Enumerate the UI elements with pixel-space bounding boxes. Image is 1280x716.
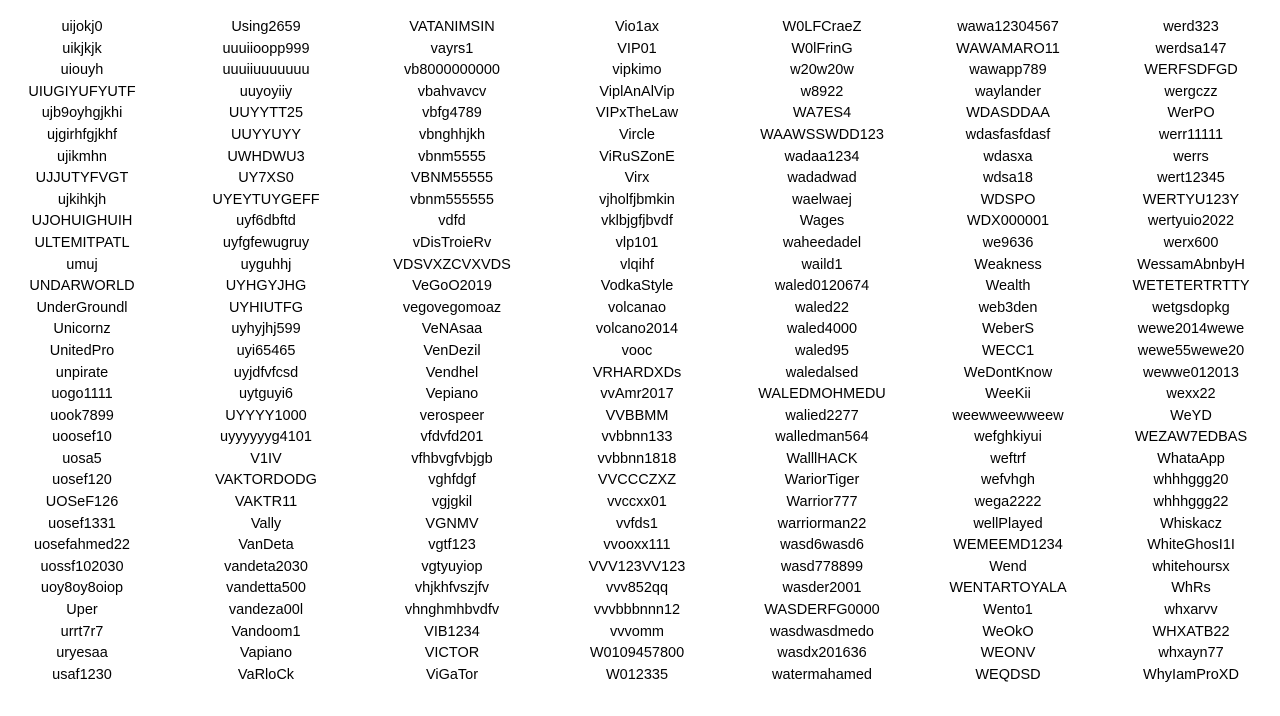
username-cell: waled4000 bbox=[786, 321, 858, 338]
username-cell: whitehoursx bbox=[1152, 558, 1230, 575]
column-7 bbox=[1105, 17, 1277, 686]
username-cell: WeOkO bbox=[982, 623, 1034, 640]
username-cell: ujgirhfgjkhf bbox=[46, 126, 118, 143]
username-cell: wefghkiyui bbox=[974, 429, 1042, 446]
username-cell: uryesaa bbox=[56, 645, 108, 662]
username-cell: vvccxx01 bbox=[607, 494, 667, 511]
username-cell: whxayn77 bbox=[1158, 645, 1224, 662]
username-cell: VenDezil bbox=[423, 342, 481, 359]
username-cell: watermahamed bbox=[772, 666, 872, 683]
username-cell: WETETERTRTTY bbox=[1132, 278, 1250, 295]
username-cell: waheedadel bbox=[782, 234, 862, 251]
username-cell: wasd6wasd6 bbox=[780, 537, 864, 554]
username-cell: vgjgkil bbox=[431, 494, 473, 511]
username-cell: VIB1234 bbox=[424, 623, 480, 640]
username-cell: vandeza00l bbox=[228, 602, 304, 619]
username-cell: Vally bbox=[250, 515, 282, 532]
username-cell: Vendhel bbox=[425, 364, 479, 381]
username-cell: VeNAsaa bbox=[421, 321, 483, 338]
username-cell: uikjkjk bbox=[62, 40, 102, 57]
username-cell: ujkihkjh bbox=[57, 191, 107, 208]
username-cell: Vepiano bbox=[425, 386, 479, 403]
username-cell: UNDARWORLD bbox=[29, 278, 135, 295]
username-cell: uosa5 bbox=[62, 450, 102, 467]
username-cell: WhRs bbox=[1171, 580, 1211, 597]
username-cell: VeGoO2019 bbox=[412, 278, 492, 295]
username-cell: uook7899 bbox=[50, 407, 114, 424]
username-cell: wasdwasdmedo bbox=[770, 623, 874, 640]
username-cell: Using2659 bbox=[231, 19, 301, 35]
username-cell: vDisTroieRv bbox=[412, 234, 492, 251]
username-cell: ViGaTor bbox=[425, 666, 479, 683]
username-cell: Vandoom1 bbox=[231, 623, 301, 640]
username-cell: Wealth bbox=[985, 278, 1031, 295]
username-cell: uiouyh bbox=[60, 62, 104, 79]
username-cell: UYHIUTFG bbox=[228, 299, 304, 316]
username-cell: uosef1331 bbox=[48, 515, 116, 532]
username-cell: Uper bbox=[66, 602, 98, 619]
username-cell: WEQDSD bbox=[975, 666, 1041, 683]
username-cell: WessamAbnbyH bbox=[1137, 256, 1245, 273]
username-cell: vfhbvgfvbjgb bbox=[411, 450, 493, 467]
username-cell: UWHDWU3 bbox=[227, 148, 305, 165]
username-cell: vvvomm bbox=[610, 623, 664, 640]
username-cell: WeYD bbox=[1170, 407, 1212, 424]
username-cell: vipkimo bbox=[612, 62, 662, 79]
username-cell: verospeer bbox=[419, 407, 485, 424]
username-cell: umuj bbox=[66, 256, 98, 273]
username-cell: VAKTORDODG bbox=[215, 472, 317, 489]
username-cell: wawapp789 bbox=[969, 62, 1047, 79]
username-cell: ujikmhn bbox=[57, 148, 107, 165]
username-cell: wewwe012013 bbox=[1143, 364, 1239, 381]
username-cell: vgtyuyiop bbox=[421, 558, 483, 575]
username-cell: vvvbbbnnn12 bbox=[593, 602, 681, 619]
username-cell: walledman564 bbox=[775, 429, 869, 446]
username-cell: wewe2014wewe bbox=[1137, 321, 1245, 338]
username-cell: WHXATB22 bbox=[1152, 623, 1230, 640]
column-2 bbox=[180, 17, 352, 686]
username-cell: uuuiiuuuuuuu bbox=[222, 62, 310, 79]
username-cell: W0LFCraeZ bbox=[782, 19, 862, 35]
username-cell: wawa12304567 bbox=[957, 19, 1059, 35]
username-cell: vklbjgfjbvdf bbox=[601, 213, 673, 230]
username-cell: volcanao bbox=[607, 299, 667, 316]
username-cell: WeeKii bbox=[985, 386, 1031, 403]
username-cell: uyi65465 bbox=[236, 342, 296, 359]
username-cell: W0109457800 bbox=[589, 645, 685, 662]
username-cell: uijokj0 bbox=[61, 19, 103, 35]
username-cell: WhiteGhosI1I bbox=[1147, 537, 1235, 554]
username-cell: VVV123VV123 bbox=[588, 558, 686, 575]
username-cell: UOSeF126 bbox=[45, 494, 119, 511]
username-cell: vegovegomoaz bbox=[402, 299, 502, 316]
username-cell: uosefahmed22 bbox=[34, 537, 130, 554]
username-cell: UUYYTT25 bbox=[228, 105, 304, 122]
username-cell: wefvhgh bbox=[980, 472, 1035, 489]
username-cell: WEMEEMD1234 bbox=[953, 537, 1063, 554]
username-cell: UnderGroundl bbox=[36, 299, 128, 316]
username-cell: Unicornz bbox=[53, 321, 111, 338]
username-cell: web3den bbox=[978, 299, 1038, 316]
username-cell: vhjkhfvszjfv bbox=[414, 580, 490, 597]
username-cell: VVCCCZXZ bbox=[597, 472, 677, 489]
username-cell: werd323 bbox=[1163, 19, 1219, 35]
username-cell: VIPxTheLaw bbox=[595, 105, 679, 122]
username-cell: VICTOR bbox=[424, 645, 480, 662]
username-cell: wdasxa bbox=[983, 148, 1033, 165]
username-cell: uyhyjhj599 bbox=[231, 321, 301, 338]
username-cell: whxarvv bbox=[1164, 602, 1218, 619]
username-cell: wellPlayed bbox=[973, 515, 1043, 532]
username-cell: VAKTR11 bbox=[234, 494, 298, 511]
username-cell: wexx22 bbox=[1166, 386, 1216, 403]
username-cell: VIP01 bbox=[617, 40, 657, 57]
username-cell: vandeta2030 bbox=[224, 558, 308, 575]
username-cell: vvAmr2017 bbox=[600, 386, 674, 403]
username-cell: W0lFrinG bbox=[791, 40, 853, 57]
username-cell: ULTEMITPATL bbox=[34, 234, 130, 251]
username-cell: UY7XS0 bbox=[238, 170, 294, 187]
username-cell: WhyIamProXD bbox=[1143, 666, 1239, 683]
username-cell: waild1 bbox=[801, 256, 843, 273]
username-cell: vdfd bbox=[438, 213, 466, 230]
username-cell: uyguhhj bbox=[240, 256, 292, 273]
username-cell: Vio1ax bbox=[614, 19, 660, 35]
username-cell: werrs bbox=[1173, 148, 1209, 165]
username-cell: UnitedPro bbox=[49, 342, 115, 359]
username-cell: uyfgfewugruy bbox=[222, 234, 310, 251]
username-cell: unpirate bbox=[55, 364, 109, 381]
username-cell: wewe55wewe20 bbox=[1137, 342, 1245, 359]
username-cell: weftrf bbox=[990, 450, 1026, 467]
username-cell: UJJUTYFVGT bbox=[35, 170, 129, 187]
username-cell: VodkaStyle bbox=[600, 278, 674, 295]
username-cell: usaf1230 bbox=[52, 666, 112, 683]
username-cell: WEONV bbox=[980, 645, 1036, 662]
username-cell: WDSPO bbox=[980, 191, 1036, 208]
username-cell: Vapiano bbox=[239, 645, 293, 662]
username-cell: vandetta500 bbox=[226, 580, 306, 597]
username-cell: WDX000001 bbox=[966, 213, 1050, 230]
username-cell: WERFSDFGD bbox=[1144, 62, 1238, 79]
username-cell: w20w20w bbox=[790, 62, 854, 79]
username-cell: uosef120 bbox=[52, 472, 112, 489]
username-cell: WerPO bbox=[1167, 105, 1215, 122]
username-cell: V1IV bbox=[250, 450, 282, 467]
username-cell: waled95 bbox=[794, 342, 849, 359]
username-cell: weewweewweew bbox=[952, 407, 1064, 424]
username-grid bbox=[0, 17, 1280, 697]
username-cell: vfdvfd201 bbox=[420, 429, 484, 446]
username-cell: vooc bbox=[621, 342, 653, 359]
username-cell: werdsa147 bbox=[1155, 40, 1227, 57]
username-cell: uossf102030 bbox=[40, 558, 124, 575]
username-cell: uoosef10 bbox=[52, 429, 112, 446]
username-cell: vhnghmhbvdfv bbox=[404, 602, 500, 619]
username-cell: WENTARTOYALA bbox=[949, 580, 1067, 597]
username-cell: uytguyi6 bbox=[238, 386, 293, 403]
username-cell: vghfdgf bbox=[428, 472, 476, 489]
username-cell: WECC1 bbox=[981, 342, 1035, 359]
username-cell: vjholfjbmkin bbox=[599, 191, 675, 208]
column-1 bbox=[0, 17, 168, 686]
username-cell: WalllHACK bbox=[786, 450, 858, 467]
username-cell: waled0120674 bbox=[774, 278, 870, 295]
username-cell: wega2222 bbox=[974, 494, 1042, 511]
username-cell: WDASDDAA bbox=[966, 105, 1050, 122]
username-cell: wadadwad bbox=[787, 170, 857, 187]
username-cell: waled22 bbox=[794, 299, 849, 316]
username-cell: W012335 bbox=[605, 666, 669, 683]
username-cell: uoy8oy8oiop bbox=[40, 580, 124, 597]
username-cell: Wages bbox=[799, 213, 845, 230]
username-cell: ViplAnAlVip bbox=[599, 83, 675, 100]
username-cell: WA7ES4 bbox=[792, 105, 852, 122]
username-cell: UYHGYJHG bbox=[225, 278, 307, 295]
username-cell: wert12345 bbox=[1157, 170, 1225, 187]
username-cell: vvooxx111 bbox=[603, 537, 671, 554]
username-cell: vb8000000000 bbox=[404, 62, 500, 79]
username-cell: Warrior777 bbox=[786, 494, 858, 511]
username-cell: vgtf123 bbox=[428, 537, 476, 554]
username-cell: vlp101 bbox=[615, 234, 659, 251]
username-cell: vvbbnn1818 bbox=[597, 450, 677, 467]
username-cell: uyf6dbftd bbox=[236, 213, 296, 230]
username-cell: w8922 bbox=[800, 83, 844, 100]
username-cell: VVBBMM bbox=[605, 407, 669, 424]
column-5 bbox=[736, 17, 908, 686]
username-cell: Whiskacz bbox=[1159, 515, 1223, 532]
username-cell: wdsa18 bbox=[983, 170, 1033, 187]
username-cell: uuuiioopp999 bbox=[222, 40, 310, 57]
username-cell: vayrs1 bbox=[430, 40, 474, 57]
username-cell: vvbbnn133 bbox=[601, 429, 673, 446]
username-cell: WhataApp bbox=[1157, 450, 1225, 467]
username-cell: warriorman22 bbox=[777, 515, 867, 532]
username-cell: uogo1111 bbox=[51, 386, 113, 403]
username-cell: vbnghhjkh bbox=[418, 126, 486, 143]
username-cell: uyjdfvfcsd bbox=[233, 364, 299, 381]
username-cell: WASDERFG0000 bbox=[764, 602, 880, 619]
username-cell: WeberS bbox=[981, 321, 1035, 338]
username-cell: waylander bbox=[974, 83, 1042, 100]
username-cell: WAAWSSWDD123 bbox=[760, 126, 884, 143]
username-cell: Wend bbox=[989, 558, 1027, 575]
username-cell: volcano2014 bbox=[595, 321, 679, 338]
username-cell: VaRloCk bbox=[237, 666, 295, 683]
username-cell: werx600 bbox=[1163, 234, 1219, 251]
username-cell: VanDeta bbox=[238, 537, 294, 554]
username-cell: wdasfasfdasf bbox=[965, 126, 1051, 143]
username-cell: Virx bbox=[624, 170, 650, 187]
username-cell: Wento1 bbox=[983, 602, 1033, 619]
username-cell: WERTYU123Y bbox=[1142, 191, 1240, 208]
username-cell: wergczz bbox=[1164, 83, 1218, 100]
column-6 bbox=[922, 17, 1094, 686]
username-cell: VGNMV bbox=[425, 515, 479, 532]
username-cell: werr11111 bbox=[1158, 126, 1224, 143]
username-cell: wasder2001 bbox=[782, 580, 862, 597]
username-cell: vvv852qq bbox=[605, 580, 669, 597]
username-cell: VDSVXZCVXVDS bbox=[393, 256, 511, 273]
username-cell: UYEYTUYGEFF bbox=[212, 191, 320, 208]
username-cell: WEZAW7EDBAS bbox=[1134, 429, 1248, 446]
username-cell: Weakness bbox=[974, 256, 1042, 273]
username-cell: wadaa1234 bbox=[784, 148, 860, 165]
username-cell: whhhggg22 bbox=[1153, 494, 1229, 511]
username-cell: WALEDMOHMEDU bbox=[758, 386, 886, 403]
username-cell: uyyyyyyg4101 bbox=[220, 429, 312, 446]
username-cell: WariorTiger bbox=[784, 472, 860, 489]
username-cell: WAWAMARO11 bbox=[956, 40, 1060, 57]
username-cell: wetgsdopkg bbox=[1152, 299, 1230, 316]
username-cell: vbnm555555 bbox=[410, 191, 494, 208]
username-cell: vbnm5555 bbox=[418, 148, 486, 165]
username-cell: uuyoyiiy bbox=[239, 83, 293, 100]
username-cell: whhhggg20 bbox=[1153, 472, 1229, 489]
username-cell: urrt7r7 bbox=[60, 623, 104, 640]
username-cell: UIUGIYUFYUTF bbox=[28, 83, 136, 100]
column-3 bbox=[366, 17, 538, 686]
username-cell: vbahvavcv bbox=[417, 83, 487, 100]
username-cell: VRHARDXDs bbox=[592, 364, 682, 381]
username-cell: VBNM55555 bbox=[410, 170, 494, 187]
username-cell: we9636 bbox=[982, 234, 1034, 251]
column-4 bbox=[551, 17, 723, 686]
username-cell: ujb9oyhgjkhi bbox=[41, 105, 123, 122]
username-cell: walied2277 bbox=[785, 407, 859, 424]
username-cell: wasdx201636 bbox=[777, 645, 867, 662]
username-cell: wasd778899 bbox=[780, 558, 864, 575]
username-cell: waelwaej bbox=[792, 191, 852, 208]
username-cell: waledalsed bbox=[785, 364, 859, 381]
username-cell: wertyuio2022 bbox=[1147, 213, 1235, 230]
username-cell: VATANIMSIN bbox=[409, 19, 495, 35]
username-cell: UUYYUYY bbox=[230, 126, 302, 143]
username-cell: WeDontKnow bbox=[963, 364, 1053, 381]
username-cell: vbfg4789 bbox=[422, 105, 482, 122]
username-cell: vvfds1 bbox=[616, 515, 658, 532]
username-cell: UJOHUIGHUIH bbox=[31, 213, 133, 230]
username-cell: ViRuSZonE bbox=[599, 148, 675, 165]
username-cell: Vircle bbox=[619, 126, 655, 143]
username-cell: UYYYY1000 bbox=[225, 407, 307, 424]
username-cell: vlqihf bbox=[620, 256, 654, 273]
